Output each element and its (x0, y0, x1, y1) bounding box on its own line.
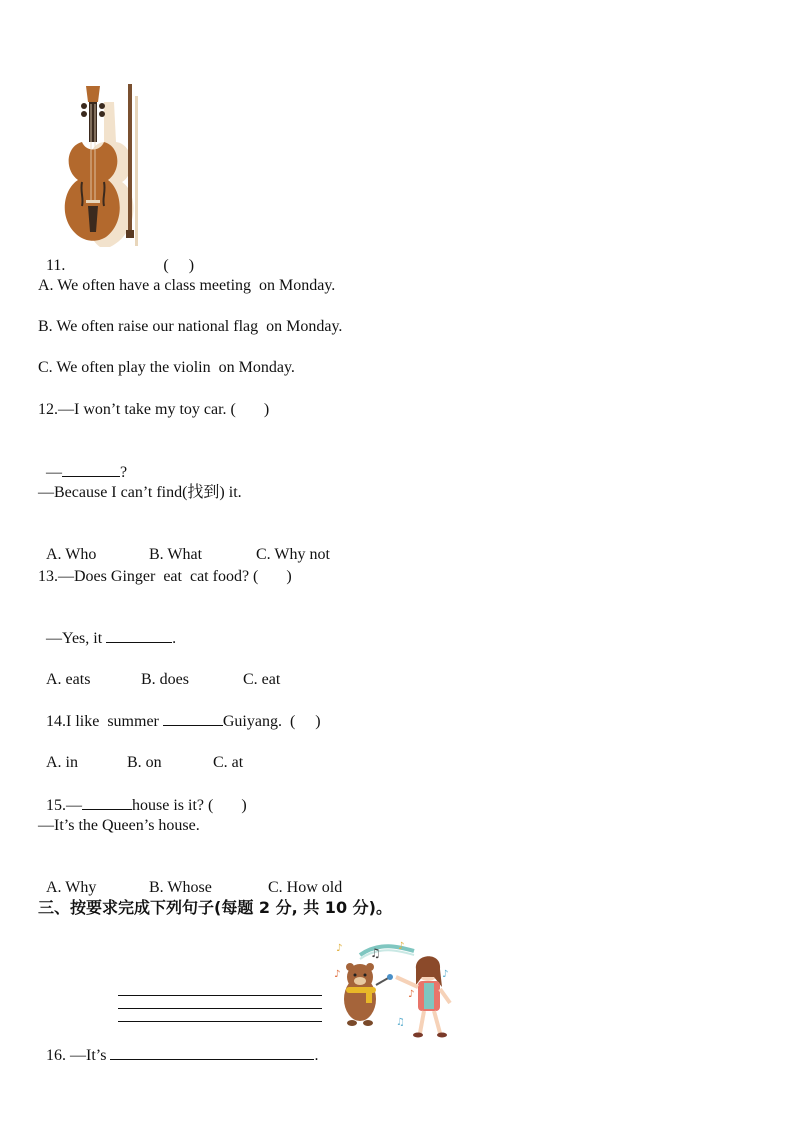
question-13-text: 13.—Does Ginger eat cat food? ( ) (38, 568, 292, 585)
period: . (314, 1047, 319, 1064)
dash: — (46, 464, 62, 481)
question-14-start: 14.I like summer (46, 713, 163, 730)
svg-text:♪: ♪ (336, 943, 343, 954)
option-c[interactable]: C. How old (268, 879, 343, 896)
option-a[interactable]: A. Why (46, 879, 97, 896)
reply-text: —Because I can’t find(找到) it. (38, 484, 242, 501)
option-c[interactable]: C. eat (243, 671, 281, 688)
svg-text:♫: ♫ (396, 1017, 405, 1028)
answer-parentheses[interactable]: ( ) (163, 257, 195, 274)
svg-text:♪: ♪ (408, 989, 415, 1000)
option-b[interactable]: B. does (141, 671, 189, 688)
option-c[interactable]: C. We often play the violin on Monday. (38, 359, 295, 376)
question-12-text: 12.—I won’t take my toy car. ( ) (38, 401, 270, 418)
question-15-end: house is it? ( ) (132, 797, 247, 814)
writing-line[interactable] (118, 1008, 322, 1009)
option-a[interactable]: A. eats (46, 671, 91, 688)
answer-blank[interactable] (62, 462, 120, 477)
option-b[interactable]: B. on (127, 754, 162, 771)
option-b[interactable]: B. Whose (149, 879, 212, 896)
question-number: 11. (46, 257, 66, 274)
option-b[interactable]: B. We often raise our national flag on Monday. (38, 318, 343, 335)
question-15-start: 15.— (46, 797, 82, 814)
answer-blank[interactable] (163, 711, 223, 726)
option-a[interactable]: A. We often have a class meeting on Monday. (38, 277, 336, 294)
answer-blank[interactable] (110, 1045, 314, 1060)
question-mark: ? (120, 464, 128, 481)
question-16-start: 16. —It’s (46, 1047, 111, 1064)
option-c[interactable]: C. Why not (256, 546, 330, 563)
section-heading: 三、按要求完成下列句子(每题 2 分, 共 10 分)。 (38, 898, 392, 917)
period: . (172, 630, 177, 647)
answer-blank[interactable] (106, 628, 172, 643)
writing-line[interactable] (118, 995, 322, 996)
option-a[interactable]: A. Who (46, 546, 97, 563)
svg-text:♪: ♪ (442, 969, 449, 980)
svg-text:♪: ♪ (398, 941, 405, 952)
svg-text:♪: ♪ (334, 969, 341, 980)
option-b[interactable]: B. What (149, 546, 203, 563)
singing-bear-and-girl-picture (330, 937, 462, 1041)
option-a[interactable]: A. in (46, 754, 78, 771)
svg-text:♫: ♫ (370, 946, 381, 960)
option-c[interactable]: C. at (213, 754, 244, 771)
violin-picture (60, 82, 154, 252)
answer-blank[interactable] (82, 795, 132, 810)
reply-text: —It’s the Queen’s house. (38, 817, 200, 834)
question-14-end: Guiyang. ( ) (222, 713, 321, 730)
writing-line[interactable] (118, 1021, 322, 1022)
reply-start: —Yes, it (46, 630, 107, 647)
